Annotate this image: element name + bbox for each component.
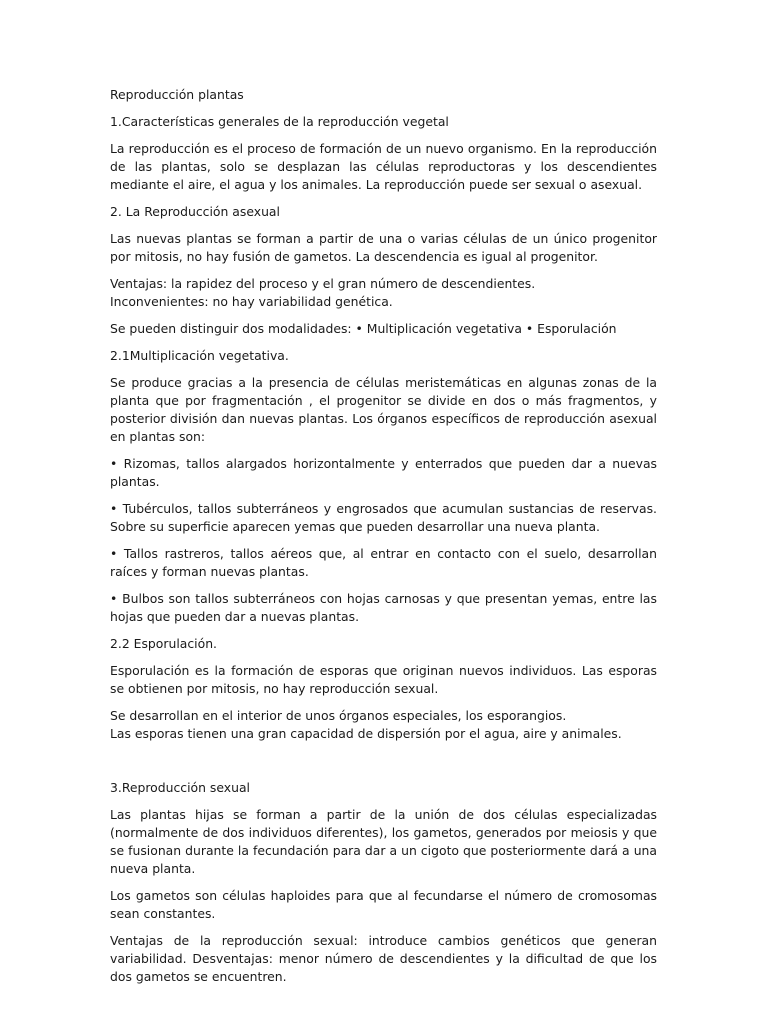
section-3-heading: 3.Reproducción sexual [110,780,251,795]
section-2-heading: 2. La Reproducción asexual [110,204,280,219]
bullet-tallos-rastreros: • Tallos rastreros, tallos aéreos que, al entrar en contacto con el suelo, desarrollan raíces y forman nuevas plantas. [110,546,657,579]
section-2-1-heading: 2.1Multiplicación vegetativa. [110,348,289,363]
inconvenientes-line: Inconvenientes: no hay variabilidad genética. [110,294,393,309]
modalidades-line: Se pueden distinguir dos modalidades: • Multiplicación vegetativa • Esporulación [110,321,617,336]
section-1-paragraph: La reproducción es el proceso de formación de un nuevo organismo. En la reproducción de las plantas, solo se desplazan las células reproductoras y los descendientes mediante el aire, el agua y los animales. La reproducción puede ser sexual o asexual. [110,141,657,192]
document-title: Reproducción plantas [110,87,244,102]
section-2-1-paragraph: Se produce gracias a la presencia de células meristemáticas en algunas zonas de la planta que por fragmentación , el progenitor se divide en dos o más fragmentos, y posterior división dan nuevas plantas. Los órganos específicos de reproducción asexual en plantas son: [110,375,657,444]
section-1-heading: 1.Características generales de la reproducción vegetal [110,114,449,129]
section-2-pros-cons [110,275,657,311]
section-3-paragraph-1: Las plantas hijas se forman a partir de la unión de dos células especializadas (normalmente de dos individuos diferentes), los gametos, generados por meiosis y que se fusionan durante la fecundación para dar a un cigoto que posteriormente dará a una nueva planta. [110,807,657,876]
section-2-2-paragraph: Esporulación es la formación de esporas que originan nuevos individuos. Las esporas se obtienen por mitosis, no hay reproducción sexual. [110,663,657,696]
ventajas-line: Ventajas: la rapidez del proceso y el gran número de descendientes. [110,276,536,291]
section-2-2-lines [110,707,657,743]
section-3-paragraph-3: Ventajas de la reproducción sexual: introduce cambios genéticos que generan variabilidad. Desventajas: menor número de descendientes y la dificultad de que los dos gametos se encuentren. [110,933,657,984]
bullet-bulbos: • Bulbos son tallos subterráneos con hojas carnosas y que presentan yemas, entre las hojas que pueden dar a nuevas plantas. [110,591,657,624]
section-3-paragraph-2: Los gametos son células haploides para que al fecundarse el número de cromosomas sean constantes. [110,888,657,921]
section-2-paragraph: Las nuevas plantas se forman a partir de una o varias células de un único progenitor por mitosis, no hay fusión de gametos. La descendencia es igual al progenitor. [110,231,657,264]
bullet-tuberculos: • Tubérculos, tallos subterráneos y engrosados que acumulan sustancias de reservas. Sobre su superficie aparecen yemas que pueden desarrollar una nueva planta. [110,501,657,534]
blank-line [110,752,657,779]
section-2-2-heading: 2.2 Esporulación. [110,636,217,651]
bullet-rizomas: • Rizomas, tallos alargados horizontalmente y enterrados que pueden dar a nuevas plantas. [110,456,657,489]
esporangios-line: Se desarrollan en el interior de unos órganos especiales, los esporangios. [110,708,567,723]
document-body [110,86,657,995]
dispersion-line: Las esporas tienen una gran capacidad de dispersión por el agua, aire y animales. [110,726,622,741]
